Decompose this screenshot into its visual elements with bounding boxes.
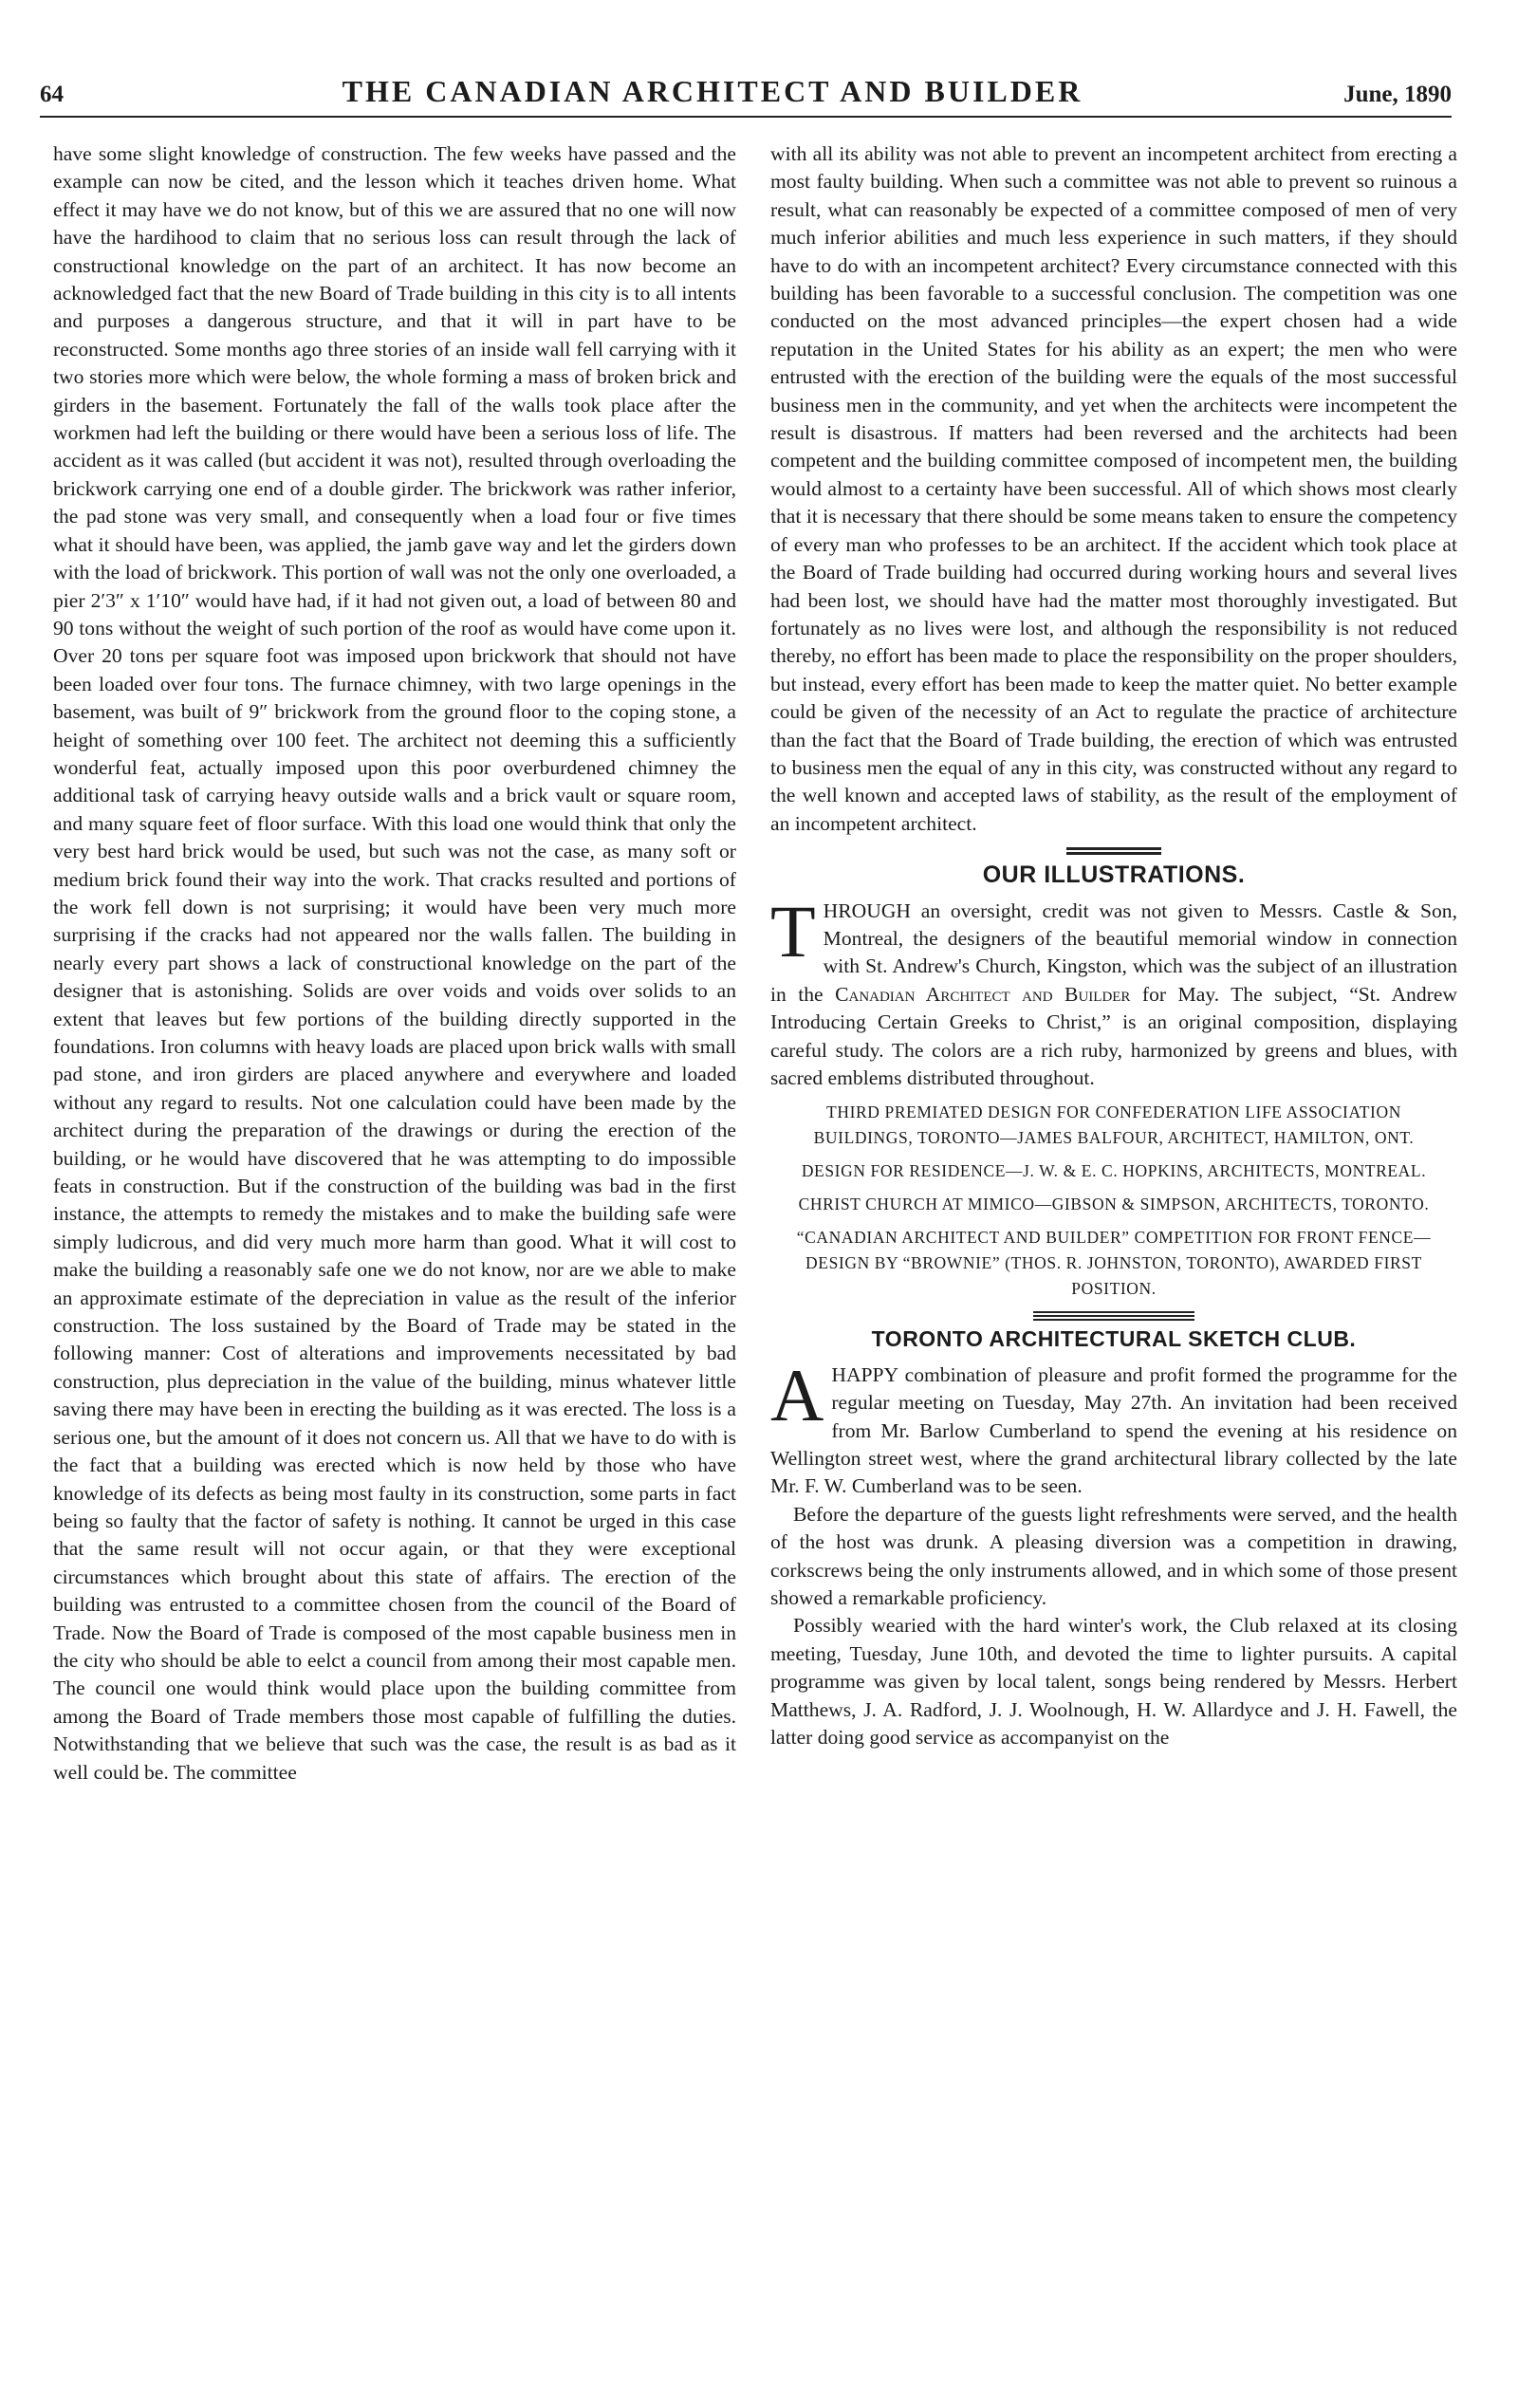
- illustrations-intro-rest: for May. The subject, “St. Andrew Introducing Certain Greeks to Christ,” is an original composition, displaying careful study. The colors are a rich ruby, harmonized by greens and blues, with sacred emblems distributed throughout.: [770, 982, 1457, 1089]
- illustration-caption: “CANADIAN ARCHITECT AND BUILDER” COMPETITION FOR FRONT FENCE—DESIGN BY “BROWNIE” (THOS. R. JOHNSTON, TORONTO), AWARDED FIRST POSITION.: [796, 1228, 1432, 1299]
- illustration-caption: DESIGN FOR RESIDENCE—J. W. & E. C. HOPKINS, ARCHITECTS, MONTREAL.: [801, 1161, 1427, 1181]
- sketch-club-paragraph: Before the departure of the guests light refreshments were served, and the health of the host was drunk. A pleasing diversion was a competition in drawing, corkscrews being the only instruments allowed, and in which some of those present showed a remarkable proficiency.: [770, 1502, 1457, 1610]
- editorial-paragraph: have some slight knowledge of construction. The few weeks have passed and the example can now be cited, and the lesson which it teaches driven home. What effect it may have we do not know, but of this we are assured that no one will now have the hardihood to claim that no serious loss can result through the lack of constructional knowledge on the part of an architect. It has now become an acknowledged fact that the new Board of Trade building in this city is to all intents and purposes a dangerous structure, and that it will in part have to be reconstructed. Some months ago three stories of an inside wall fell carrying with it two stories more which were below, the whole forming a mass of broken brick and girders in the basement. Fortunately the fall of the walls took place after the workmen had left the building or there would have been a serious loss of life. The accident as it was called (but accident it was not), resulted through overloading the brickwork carrying one end of a double girder. The brickwork was rather inferior, the pad stone was very small, and consequently when a load four or five times what it should have been, was applied, the jamb gave way and let the girders down with the load of brickwork. This portion of wall was not the only one overloaded, a pier 2′3″ x 1′10″ would have had, if it had not given out, a load of between 80 and 90 tons without the weight of such portion of the roof as would have come upon it. Over 20 tons per square foot was imposed upon brickwork that should not have been loaded over four tons. The furnace chimney, with two large openings in the basement, was built of 9″ brickwork from the ground floor to the coping stone, a height of something over 100 feet. The architect not deeming this a sufficiently wonderful feat, actually imposed upon this poor overburdened chimney the additional task of carrying heavy outside walls and a brick vault or square room, and many square feet of floor surface. With this load one would think that only the very best hard brick would be used, but such was not the case, as many soft or medium brick found their way into the work. That cracks resulted and portions of the work fell down is not surprising; it would have been very much more surprising if the cracks had not appeared nor the walls fallen. The building in nearly every part shows a lack of constructional knowledge on the part of the designer that is astonishing. Solids are over voids and voids over solids to an extent that leaves but few portions of the building directly supported in the foundations. Iron columns with heavy loads are placed upon brick walls with small pad stone, and iron girders are placed anywhere and everywhere and loaded without any regard to results. Not one calculation could have been made by the architect during the preparation of the drawings or during the erection of the building, or he would have discovered that he was attempting to do impossible feats in construction. But if the construction of the building was bad in the first instance, the attempts to remedy the mistakes and to make the building safe were simply ludicrous, and did very much more harm than good. What it will cost to make the building a reasonably safe one we do not know, nor are we able to make an approximate estimate of the depreciation in value as the result of the inferior construction. The loss sustained by the Board of Trade may be stated in the following manner: Cost of alterations and improvements necessitated by bad construction, plus depreciation in the value of the building, minus whatever little saving there may have been in erecting the building as it was erected. The loss is a serious one, but the amount of it does not concern us. All that we have to do with is the fact that a building was erected which is now held by those who have knowledge of its defects as being most faulty in its construction, some parts in fact being so faulty that the factor of safety is nothing. It cannot be urged in this case that the same result will not occur again, or that they were exceptional circumstances which brought about this state of affairs. The erection of the building was entrusted to a committee chosen from the council of the Board of Trade. Now the Board of Trade is composed of the most capable business men in the city who should be able to eelct a council from among their most capable men. The council one would think would place upon the building committee from among the Board of Trade members those most capable of fulfilling the duties. Notwithstanding that we believe that such was the case, the result is as bad as it well could be. The committee: [53, 142, 736, 1784]
- page-number: 64: [40, 82, 64, 107]
- right-column: [770, 140, 1457, 2380]
- drop-cap-letter: A: [770, 1353, 824, 1436]
- drop-cap-letter: T: [770, 889, 816, 972]
- sketch-club-paragraph: [770, 1353, 1457, 1501]
- sketch-club-paragraph: Possibly wearied with the hard winter's work, the Club relaxed at its closing meeting, Tuesday, June 10th, and devoted the time to lighter pursuits. A capital programme was given by local talent, songs being rendered by Messrs. Herbert Matthews, J. A. Radford, J. J. Woolnough, H. W. Allardyce and J. H. Fawell, the latter doing good service as accompanyist on the: [770, 1614, 1457, 1750]
- illustration-caption: CHRIST CHURCH AT MIMICO—GIBSON & SIMPSON, ARCHITECTS, TORONTO.: [798, 1195, 1430, 1214]
- section-divider: [1033, 1311, 1194, 1320]
- publication-name: Canadian Architect and Builder: [835, 982, 1131, 1006]
- sketch-club-heading: TORONTO ARCHITECTURAL SKETCH CLUB.: [871, 1326, 1357, 1352]
- section-divider: [1066, 847, 1161, 856]
- left-column: [53, 140, 736, 2380]
- page-header: [40, 74, 1452, 118]
- illustrations-intro-text: HROUGH an oversight, credit was not given to Messrs. Castle & Son, Montreal, the designers of the beautiful memorial window in connection with St. Andrew's Church, Kingston, which was the subject of an illustration in the: [770, 898, 1457, 1006]
- illustrations-heading: OUR ILLUSTRATIONS.: [982, 861, 1246, 889]
- masthead-title: THE CANADIAN ARCHITECT AND BUILDER: [342, 74, 1083, 108]
- sketch-club-paragraph-text: HAPPY combination of pleasure and profit formed the programme for the regular meeting on Tuesday, May 27th. An invitation had been received from Mr. Barlow Cumberland to spend the evening at his residence on Wellington street west, where the grand architectural library collected by the late Mr. F. W. Cumberland was to be seen.: [770, 1362, 1457, 1498]
- illustrations-intro: [770, 889, 1457, 1093]
- issue-date: June, 1890: [1343, 82, 1452, 107]
- illustration-caption: THIRD PREMIATED DESIGN FOR CONFEDERATION LIFE ASSOCIATION BUILDINGS, TORONTO—JAMES BALFOUR, ARCHITECT, HAMILTON, ONT.: [813, 1102, 1415, 1148]
- editorial-continuation: with all its ability was not able to prevent an incompetent architect from erecting a most faulty building. When such a committee was not able to prevent so ruinous a result, what can reasonably be expected of a committee composed of men of very much inferior abilities and much less experience in such matters, if they should have to do with an incompetent architect? Every circumstance connected with this building has been favorable to a successful conclusion. The competition was one conducted on the most advanced principles—the expert chosen had a wide reputation in the United States for his ability as an expert; the men who were entrusted with the erection of the building were the equals of the most successful business men in the community, and yet when the architects were incompetent the result is disastrous. If matters had been reversed and the architects had been competent and the building committee composed of incompetent men, the building would almost to a certainty have been successful. All of which shows most clearly that it is necessary that there should be some means taken to ensure the competency of every man who professes to be an architect. If the accident which took place at the Board of Trade building had occurred during working hours and several lives had been lost, we should have had the matter most thoroughly investigated. But fortunately as no lives were lost, and although the responsibility is not reduced thereby, no effort has been made to place the responsibility on the proper shoulders, but instead, every effort has been made to keep the matter quiet. No better example could be given of the necessity of an Act to regulate the practice of architecture than the fact that the Board of Trade building, the erection of which was entrusted to business men the equal of any in this city, was constructed without any regard to the well known and accepted laws of stability, as the result of the employment of an incompetent architect.: [770, 142, 1457, 835]
